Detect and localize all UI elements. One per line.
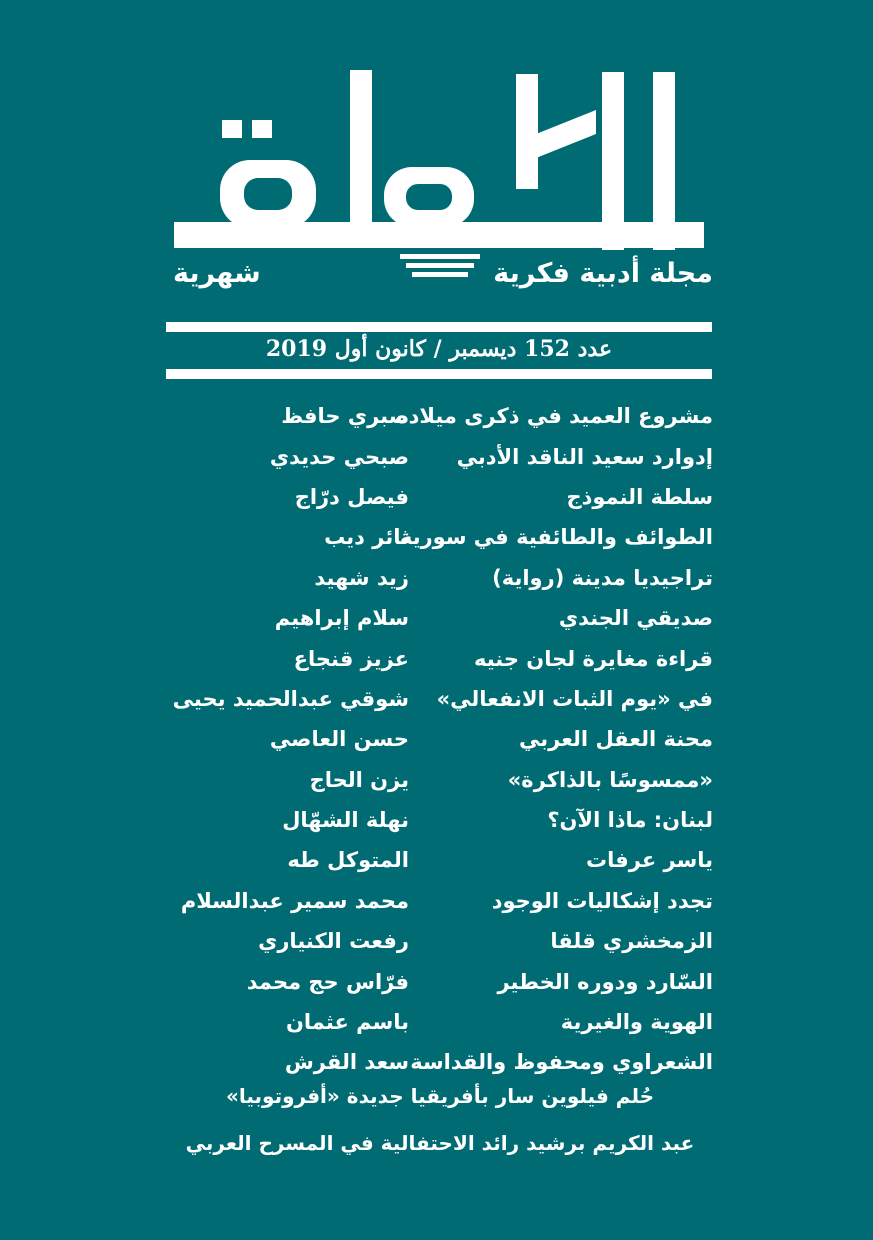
bottom-divider [166, 369, 712, 379]
article-author: عزيز قنجاع [293, 646, 409, 671]
contents-item[interactable] [168, 760, 713, 800]
contents-item[interactable] [168, 517, 713, 557]
contents-item[interactable] [168, 638, 713, 678]
article-author: صبري حافظ [281, 404, 409, 429]
article-author: يزن الحاج [309, 767, 409, 792]
article-author: فرّاس حج محمد [246, 969, 409, 994]
contents-item[interactable] [168, 1042, 713, 1082]
frequency-label: شهرية [173, 258, 261, 289]
contents-item[interactable] [168, 679, 713, 719]
contents-item[interactable] [168, 1002, 713, 1042]
contents-item[interactable] [168, 436, 713, 476]
article-title: الشعراوي ومحفوظ والقداسة [410, 1050, 713, 1075]
contents-item[interactable] [168, 477, 713, 517]
article-title: تراجيديا مدينة (رواية) [492, 565, 713, 590]
article-title: في «يوم الثبات الانفعالي» [436, 686, 713, 711]
article-author: المتوكل طه [287, 848, 409, 873]
article-title: سلطة النموذج [566, 484, 713, 509]
featured-headline-2[interactable]: عبد الكريم برشيد رائد الاحتفالية في المسرح العربي [185, 1131, 695, 1155]
article-title: ياسر عرفات [586, 848, 713, 873]
contents-item[interactable] [168, 800, 713, 840]
masthead-subtitle [165, 258, 713, 289]
contents-item[interactable] [168, 396, 713, 436]
featured-headline-1[interactable]: حُلم فيلوين سار بأفريقيا جديدة «أفروتوبيا» [225, 1084, 655, 1108]
article-title: محنة العقل العربي [519, 727, 713, 752]
article-title: السّارد ودوره الخطير [497, 969, 713, 994]
article-author: نهلة الشهّال [282, 808, 409, 833]
article-title: إدوارد سعيد الناقد الأدبي [456, 444, 713, 469]
article-author: شوقي عبدالحميد يحيى [172, 686, 409, 711]
article-author: باسم عثمان [285, 1010, 409, 1035]
article-author: حسن العاصي [269, 727, 409, 752]
article-title: صديقي الجندي [558, 606, 713, 631]
article-title: لبنان: ماذا الآن؟ [547, 808, 713, 833]
article-author: فيصل درّاج [294, 484, 409, 509]
table-of-contents [168, 396, 713, 1083]
article-title: الطوائف والطائفية في سورية [399, 525, 713, 550]
issue-line: عدد 152 ديسمبر / كانون أول 2019 [265, 336, 613, 362]
article-author: محمد سمير عبدالسلام [180, 888, 409, 913]
contents-item[interactable] [168, 961, 713, 1001]
contents-item[interactable] [168, 881, 713, 921]
contents-item[interactable] [168, 598, 713, 638]
article-title: «ممسوسًا بالذاكرة» [507, 767, 713, 792]
article-title: تجدد إشكاليات الوجود [491, 888, 713, 913]
article-author: رفعت الكنياري [258, 929, 409, 954]
article-title: قراءة مغايرة لجان جنيه [473, 646, 713, 671]
article-author: سلام إبراهيم [274, 606, 409, 631]
article-title: الهوية والغيرية [560, 1010, 713, 1035]
article-author: ثائر ديب [324, 525, 409, 550]
article-title: الزمخشري قلقا [550, 929, 713, 954]
logo-text: الكلمة [160, 62, 163, 63]
article-author: سعد القرش [284, 1050, 409, 1075]
article-title: مشروع العميد في ذكرى ميلاده [396, 404, 713, 429]
magazine-tagline: مجلة أدبية فكرية [493, 258, 713, 289]
article-author: زيد شهيد [314, 565, 409, 590]
article-author: صبحي حديدي [269, 444, 409, 469]
contents-item[interactable] [168, 719, 713, 759]
contents-item[interactable] [168, 840, 713, 880]
top-divider [166, 322, 712, 332]
contents-item[interactable] [168, 921, 713, 961]
contents-item[interactable] [168, 558, 713, 598]
